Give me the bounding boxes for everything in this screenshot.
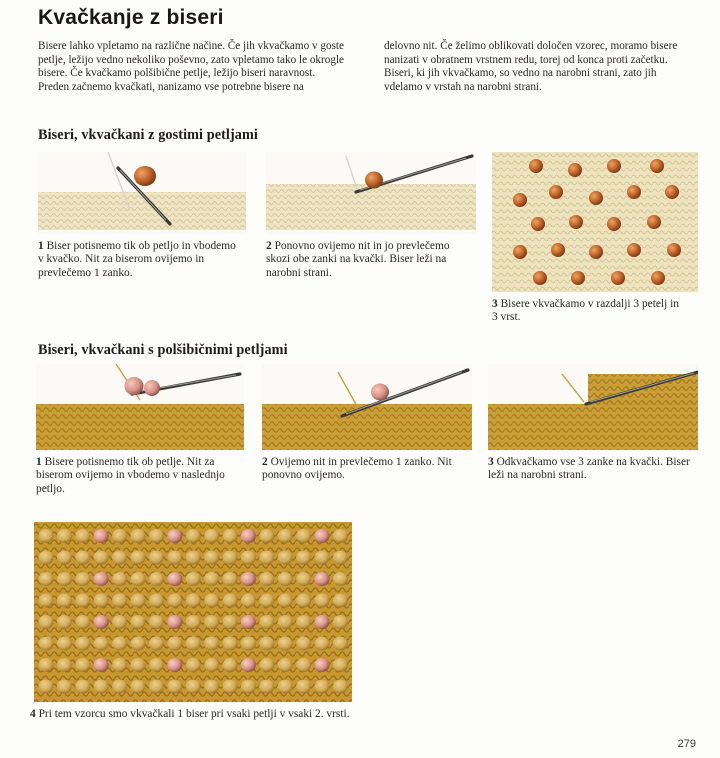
clear-bead [94,551,109,565]
photo-s1-step2 [266,152,476,234]
clear-bead [57,615,72,629]
s2-step3-caption [488,456,698,483]
clear-bead [94,680,109,694]
clear-bead [333,637,348,651]
clear-bead [75,680,90,694]
clear-bead [223,658,238,672]
clear-bead [149,551,164,565]
clear-bead [57,594,72,608]
clear-bead [39,529,54,543]
clear-bead [75,551,90,565]
intro-column-1: Bisere lahko vpletamo na različne načine. Če jih vkvačkamo v goste petlje, ležijo vedno nekoliko poševno, zato vpletamo tako le okrogle bisere. Če kvačkamo polšibične petlje, ležijo biseri naravnost. Preden začnemo kvačkati, nanizamo vse potrebne bisere na [38,40,345,93]
clear-bead [57,680,72,694]
photo-s2-step4-swatch [34,522,352,702]
photo-s2-step1 [36,364,244,450]
photo-s1-step3 [492,152,698,292]
clear-bead [57,572,72,586]
clear-bead [57,637,72,651]
clear-bead [94,594,109,608]
clear-bead [241,551,256,565]
clear-bead [278,572,293,586]
pink-bead [315,615,330,629]
clear-bead [167,551,182,565]
clear-bead [149,594,164,608]
clear-bead [186,529,201,543]
s2-step2-caption [262,456,467,483]
clear-bead [131,680,146,694]
clear-bead [333,658,348,672]
clear-bead [296,594,311,608]
pink-bead [167,615,182,629]
s2-step1-num: 1 [36,456,42,468]
clear-bead [333,594,348,608]
s1-step1-text: Biser potisnemo tik ob petljo in vbodemo v kvačko. Nit za biserom ovijemo in prevlečemo 1 zanko. [38,240,236,279]
clear-bead [39,658,54,672]
clear-bead [333,615,348,629]
clear-bead [333,572,348,586]
clear-bead [278,615,293,629]
pink-bead [94,529,109,543]
clear-bead [259,637,274,651]
clear-bead [75,529,90,543]
pink-bead [241,658,256,672]
photo-s1-step1 [38,152,246,234]
page-title: Kvačkanje z biseri [38,6,224,29]
clear-bead [112,529,127,543]
clear-bead [131,572,146,586]
clear-bead [241,637,256,651]
clear-bead [39,637,54,651]
clear-bead [57,551,72,565]
s2-step1-caption [36,456,241,496]
s1-step1-caption [38,240,238,280]
clear-bead [259,615,274,629]
clear-bead [296,658,311,672]
pink-bead [167,658,182,672]
s1-step3-caption [492,298,682,325]
s1-step3-text: Bisere vkvačkamo v razdalji 3 petelj in 3 vrst. [492,298,679,324]
clear-bead [112,572,127,586]
clear-bead [57,529,72,543]
clear-bead [75,572,90,586]
clear-bead [223,529,238,543]
clear-bead [259,529,274,543]
clear-bead [186,637,201,651]
s1-step2-num: 2 [266,240,272,252]
clear-bead [112,680,127,694]
pink-bead [241,572,256,586]
clear-bead [259,594,274,608]
s2-step3-text: Odkvačkamo vse 3 zanke na kvački. Biser leži na narobni strani. [488,456,690,482]
clear-bead [186,658,201,672]
clear-bead [39,680,54,694]
s1-step3-num: 3 [492,298,498,310]
pink-bead [241,529,256,543]
clear-bead [278,658,293,672]
clear-bead [149,680,164,694]
clear-bead [39,615,54,629]
clear-bead [204,594,219,608]
clear-bead [296,680,311,694]
page-number: 279 [677,738,696,750]
clear-bead [75,594,90,608]
clear-bead [223,637,238,651]
s2-step4-caption [30,708,360,721]
clear-bead [204,658,219,672]
pink-bead [94,572,109,586]
clear-bead [278,551,293,565]
clear-bead [75,637,90,651]
clear-bead [112,551,127,565]
clear-bead [149,572,164,586]
s2-step4-text: Pri tem vzorcu smo vkvačkali 1 biser pri vsaki petlji v vsaki 2. vrsti. [38,708,350,720]
section1-heading: Biseri, vkvačkani z gostimi petljami [38,127,258,143]
s2-step2-text: Ovijemo nit in prevlečemo 1 zanko. Nit ponovno ovijemo. [262,456,452,482]
clear-bead [204,551,219,565]
clear-bead [278,680,293,694]
clear-bead [241,680,256,694]
clear-bead [39,551,54,565]
clear-bead [333,680,348,694]
clear-bead [278,529,293,543]
clear-bead [186,680,201,694]
pink-bead [94,658,109,672]
clear-bead [112,594,127,608]
clear-bead [57,658,72,672]
clear-bead [296,551,311,565]
clear-bead [204,529,219,543]
s2-step2-num: 2 [262,456,268,468]
clear-bead [204,572,219,586]
clear-bead [223,572,238,586]
clear-bead [204,637,219,651]
clear-bead [94,637,109,651]
clear-bead [315,637,330,651]
clear-bead [315,551,330,565]
clear-bead [131,637,146,651]
clear-bead [112,637,127,651]
pink-bead [315,529,330,543]
pink-bead [315,658,330,672]
clear-bead [278,594,293,608]
pink-bead [94,615,109,629]
clear-bead [149,637,164,651]
clear-bead [223,594,238,608]
clear-bead [167,594,182,608]
clear-bead [259,551,274,565]
clear-bead [131,594,146,608]
clear-bead [333,551,348,565]
clear-bead [296,637,311,651]
clear-bead [259,680,274,694]
clear-bead [149,529,164,543]
clear-bead [278,637,293,651]
clear-bead [167,637,182,651]
pink-bead [241,615,256,629]
s1-step2-text: Ponovno ovijemo nit in jo prevlečemo skozi obe zanki na kvački. Biser leži na narobni strani. [266,240,450,279]
photo-s2-step2 [262,364,472,450]
s1-step2-caption [266,240,471,280]
s1-step1-num: 1 [38,240,44,252]
clear-bead [112,615,127,629]
clear-bead [259,572,274,586]
clear-bead [186,551,201,565]
clear-bead [75,658,90,672]
clear-bead [223,615,238,629]
clear-bead [296,529,311,543]
clear-bead [204,615,219,629]
clear-bead [131,615,146,629]
s2-step1-text: Bisere potisnemo tik ob petlje. Nit za biserom ovijemo in vbodemo v naslednjo petljo. [36,456,225,495]
clear-bead [259,658,274,672]
section2-heading: Biseri, vkvačkani s polšibičnimi petljami [38,342,288,358]
clear-bead [223,680,238,694]
clear-bead [241,594,256,608]
intro-column-2: delovno nit. Če želimo oblikovati določen vzorec, moramo bisere nanizati v obratnem vrstnem redu, torej od konca proti začetku. Biseri, ki jih vkvačkamo, so vedno na narobni strani, zato jih vdelamo v vrstah na narobni strani. [384,40,678,93]
clear-bead [131,658,146,672]
pink-bead [167,572,182,586]
clear-bead [149,615,164,629]
clear-bead [167,680,182,694]
clear-bead [112,658,127,672]
clear-bead [296,572,311,586]
clear-bead [223,551,238,565]
clear-bead [39,572,54,586]
clear-bead [186,615,201,629]
clear-bead [204,680,219,694]
clear-bead [75,615,90,629]
clear-bead [315,594,330,608]
clear-bead [39,594,54,608]
clear-bead [315,680,330,694]
clear-bead [186,594,201,608]
clear-bead [333,529,348,543]
photo-s2-step3 [488,364,698,450]
clear-bead [296,615,311,629]
clear-bead [186,572,201,586]
clear-bead [149,658,164,672]
s2-step4-num: 4 [30,708,36,720]
clear-bead [131,551,146,565]
clear-bead [131,529,146,543]
pink-bead [315,572,330,586]
pink-bead [167,529,182,543]
s2-step3-num: 3 [488,456,494,468]
